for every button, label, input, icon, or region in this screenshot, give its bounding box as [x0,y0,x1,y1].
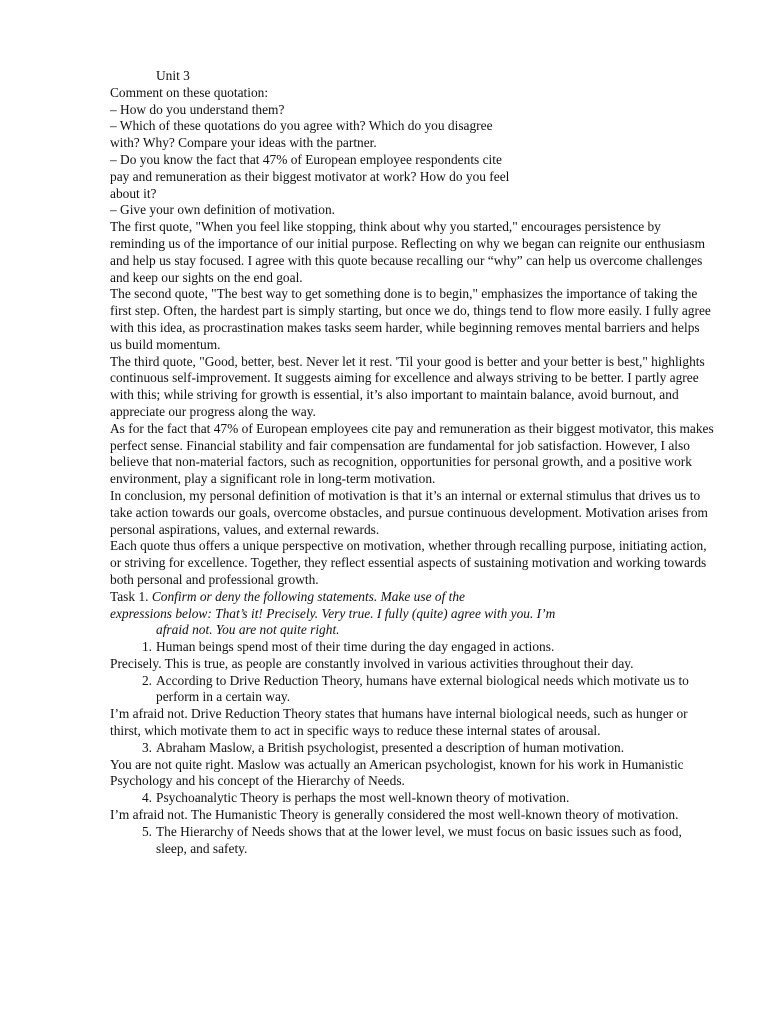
paragraph-first-quote: The first quote, "When you feel like stopping, think about why you started," encourages persistence by reminding us of the importance of our initial purpose. Reflecting on why we began can reignite our enthusiasm and help us stay focused. I agree with this quote because recalling our “why” can help us overcome challenges and keep our sights on the end goal. [110,219,705,285]
statement-number: 5 . [132,824,152,841]
statement-text: Human beings spend most of their time during the day engaged in actions. [156,639,555,655]
paragraph-third-quote: The third quote, "Good, better, best. Never let it rest. 'Til your good is better and your better is best," highlights continuous self-improvement. It suggests aiming for excellence and always striving to be better. I partly agree with this; while striving for growth is essential, it’s also important to maintain balance, avoid burnout, and appreciate our progress along the way. [110,353,705,419]
instruction-line: – Which of these quotations do you agree with? Which do you disagree [110,118,493,134]
statement-item [110,824,714,858]
instruction-line: about it? [110,185,157,201]
statement-number: 4 . [132,790,152,807]
paragraph-summary: Each quote thus offers a unique perspective on motivation, whether through recalling purpose, initiating action, or striving for excellence. Together, they reflect essential aspects of sustaining motivation and working towards both personal and professional growth. [110,538,707,587]
statement-text: The Hierarchy of Needs shows that at the lower level, we must focus on basic issues such as food, sleep, and safety. [156,823,682,856]
instruction-line: Comment on these quotation: [110,84,269,100]
unit-title: Unit 3 [156,68,190,83]
statement-number: 2 . [132,673,152,690]
task-label: Task 1. [110,588,152,604]
task-instruction-3: afraid not. You are not quite right. [156,622,340,638]
statement-answer: Precisely. This is true, as people are constantly involved in various activities throughout their day. [110,655,634,671]
instruction-line: – Give your own definition of motivation. [110,202,336,218]
statement-answer: You are not quite right. Maslow was actually an American psychologist, known for his work in Humanistic Psychology and his concept of the Hierarchy of Needs. [110,756,684,789]
document-body [110,68,714,857]
statement-text: Psychoanalytic Theory is perhaps the most well-known theory of motivation. [156,790,570,806]
statement-number: 3 . [132,740,152,757]
instruction-line: pay and remuneration as their biggest motivator at work? How do you feel [110,168,510,184]
instructions-block [110,85,714,219]
paragraph-conclusion: In conclusion, my personal definition of motivation is that it’s an internal or external stimulus that drives us to take action towards our goals, overcome obstacles, and pursue continuous development. Motivation arises from personal aspirations, values, and external rewards. [110,487,708,537]
paragraph-pay-fact: As for the fact that 47% of European employees cite pay and remuneration as their biggest motivator, this makes perfect sense. Financial stability and fair compensation are fundamental for job satisfaction. However, I also believe that non-material factors, such as recognition, opportunities for personal growth, and a positive work environment, play a significant role in long-term motivation. [110,420,714,487]
instruction-line: – How do you understand them? [110,101,285,117]
statement-text: According to Drive Reduction Theory, humans have external biological needs which motivate us to perform in a certain way. [156,672,689,705]
statement-answer: I’m afraid not. Drive Reduction Theory states that humans have internal biological needs, such as hunger or thirst, which motivate them to act in specific ways to reduce these internal states of arousal. [110,706,688,739]
statement-item [110,740,714,757]
statement-item [110,790,714,807]
statement-text: Abraham Maslow, a British psychologist, presented a description of human motivation. [156,739,625,755]
statement-answer: I’m afraid not. The Humanistic Theory is generally considered the most well-known theory of motivation. [110,807,679,823]
paragraph-second-quote: The second quote, "The best way to get something done is to begin," emphasizes the importance of taking the first step. Often, the hardest part is simply starting, but once we do, things tend to flow more easily. I fully agree with this idea, as procrastination makes tasks seem harder, while beginning removes mental barriers and helps us build momentum. [110,286,711,352]
statement-item [110,673,714,707]
task-instruction-2: expressions below: That’s it! Precisely. Very true. I fully (quite) agree with you. I’m [110,605,556,621]
task-instruction-1: Confirm or deny the following statements. Make use of the [151,588,465,604]
instruction-line: with? Why? Compare your ideas with the partner. [110,135,377,151]
task-heading [110,589,714,639]
instruction-line: – Do you know the fact that 47% of European employee respondents cite [110,151,502,167]
statement-number: 1 . [132,639,152,656]
statement-item [110,639,714,656]
